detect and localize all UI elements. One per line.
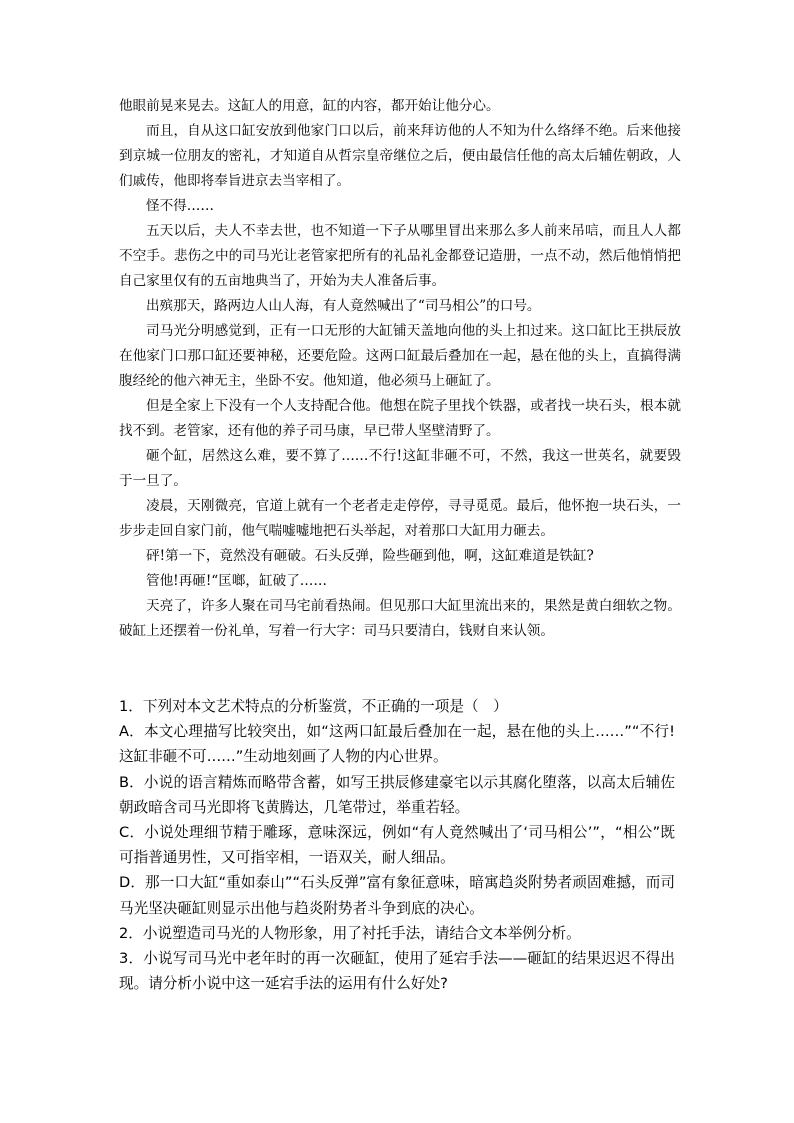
story-paragraph-4: 五天以后，夫人不幸去世，也不知道一下子从哪里冒出来那么多人前来吊唁，而且人人都不空手。悲伤之中的司马光让老管家把所有的礼品礼金都登记造册，一点不动，然后他悄悄把自己家里仅有的五亩地典当了，开始为夫人准备后事。 — [119, 223, 681, 289]
question-1-option-d: D．那一口大缸“重如泰山”“石头反弹”富有象征意味，暗寓趋炎附势者顽固难撼，而司马光坚决砸缸则显示出他与趋炎附势者斗争到底的决心。 — [119, 874, 675, 917]
story-paragraph-12: 天亮了，许多人聚在司马宅前看热闹。但见那口大缸里流出来的，果然是黄白细软之物。破缸上还摆着一份礼单，写着一行大字：司马只要清白，钱财自来认领。 — [119, 598, 681, 639]
story-paragraph-8: 砸个缸，居然这么难，要不算了……不行!这缸非砸不可，不然，我这一世英名，就要毁于一旦了。 — [119, 448, 681, 489]
story-paragraph-2: 而且，自从这口缸安放到他家门口以后，前来拜访他的人不知为什么络绎不绝。后来他接到京城一位朋友的密礼，才知道自从哲宗皇帝继位之后，便由最信任他的高太后辅佐朝政，人们戚传，他即将奉旨进京去当宰相了。 — [119, 123, 681, 189]
question-1-option-b: B．小说的语言精炼而略带含蓄，如写王拱辰修建豪宅以示其腐化堕落，以高太后辅佐朝政暗含司马光即将飞黄腾达，几笔带过，举重若轻。 — [119, 773, 675, 816]
story-paragraph-10: 砰!第一下，竟然没有砸破。石头反弹，险些砸到他，啊，这缸难道是铁缸? — [146, 548, 594, 564]
story-paragraph-7: 但是全家上下没有一个人支持配合他。他想在院子里找个铁器，或者找一块石头，根本就找不到。老管家，还有他的养子司马康，早已带人坚壁清野了。 — [119, 398, 681, 439]
question-1-option-a: A．本文心理描写比较突出，如“这两口缸最后叠加在一起，悬在他的头上……”“不行!这缸非砸不可……”生动地刻画了人物的内心世界。 — [119, 723, 675, 766]
question-1-option-c: C．小说处理细节精于雕琢，意味深远，例如“有人竟然喊出了‘司马相公’”，“相公”既可指普通男性，又可指宰相，一语双关，耐人细品。 — [119, 824, 675, 867]
question-section — [119, 694, 675, 996]
story-paragraph-11: 管他!再砸!“匡啷，缸破了…… — [146, 573, 327, 589]
story-paragraph-3: 怪不得…… — [146, 198, 214, 214]
story-paragraph-5: 出殡那天，路两边人山人海，有人竟然喊出了“司马相公”的口号。 — [146, 298, 541, 314]
story-paragraph-9: 凌晨，天刚微亮，官道上就有一个老者走走停停，寻寻觅觅。最后，他怀抱一块石头，一步步走回自家门前，他气喘嘘嘘地把石头举起，对着那口大缸用力砸去。 — [119, 498, 681, 539]
question-3: 3．小说写司马光中老年时的再一次砸缸，使用了延宕手法——砸缸的结果迟迟不得出现。请分析小说中这一延宕手法的运用有什么好处? — [119, 950, 675, 993]
story-paragraph-1: 他眼前晃来晃去。这缸人的用意，缸的内容，都开始让他分心。 — [119, 98, 500, 114]
question-1-stem: 1．下列对本文艺术特点的分析鉴赏，不正确的一项是（ ） — [119, 698, 508, 715]
question-2: 2．小说塑造司马光的人物形象，用了衬托手法，请结合文本举例分析。 — [119, 924, 581, 942]
story-text — [119, 94, 681, 644]
story-paragraph-6: 司马光分明感觉到，正有一口无形的大缸铺天盖地向他的头上扣过来。这口缸比王拱辰放在他家门口那口缸还要神秘，还要危险。这两口缸最后叠加在一起，悬在他的头上，直搞得满腹经纶的他六神无主，坐卧不安。他知道，他必须马上砸缸了。 — [119, 323, 681, 389]
